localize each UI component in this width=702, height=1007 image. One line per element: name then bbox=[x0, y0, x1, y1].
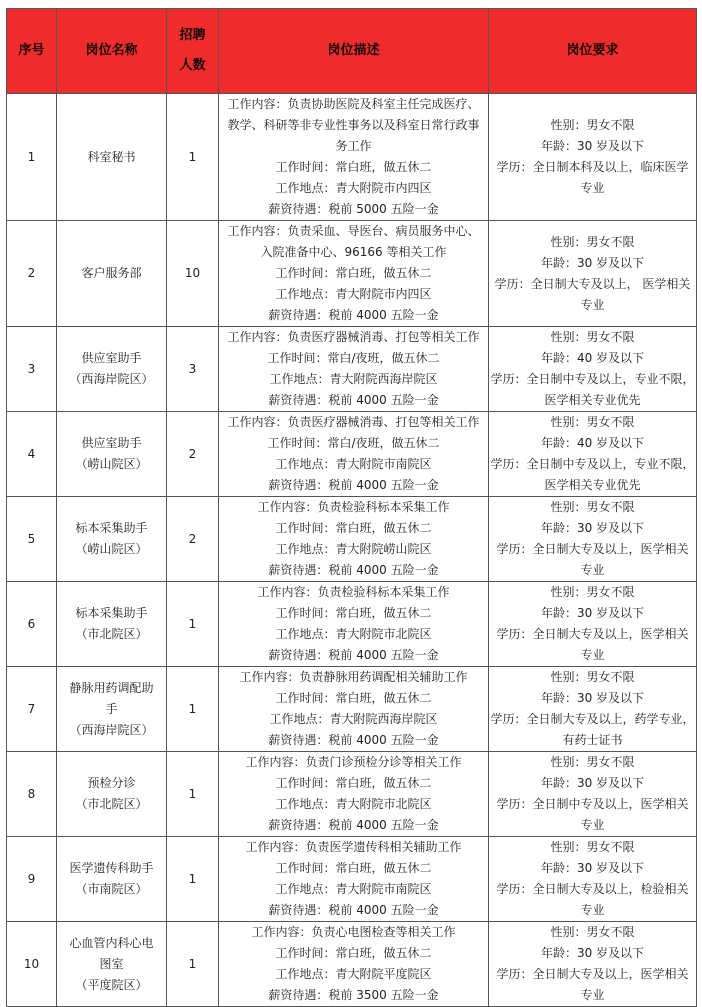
position-requirements bbox=[489, 412, 697, 497]
description-line: 务工作 bbox=[335, 139, 372, 153]
position-name-line: 预检分诊 bbox=[87, 776, 136, 790]
description-line: 薪资待遇：税前 4000 五险一金 bbox=[268, 563, 439, 577]
description-line: 工作内容：负责医学遗传科相关辅助工作 bbox=[245, 840, 462, 854]
requirement-line: 专业 bbox=[580, 818, 605, 832]
header-no: 序号 bbox=[7, 9, 57, 94]
table-row bbox=[7, 667, 697, 752]
description-line: 工作地点：青大附院市北院区 bbox=[275, 627, 432, 641]
position-description bbox=[219, 922, 489, 1007]
position-name bbox=[57, 327, 167, 412]
description-line: 工作时间：常白班，做五休二 bbox=[275, 691, 432, 705]
row-number: 7 bbox=[7, 667, 57, 752]
description-line: 工作内容：负责协助医院及科室主任完成医疗、 bbox=[227, 97, 480, 111]
description-line: 工作内容：负责检验科标本采集工作 bbox=[257, 585, 450, 599]
position-name-line: （市北院区） bbox=[75, 797, 148, 811]
recruitment-table bbox=[6, 8, 697, 1007]
description-line: 工作时间：常白班，做五休二 bbox=[275, 861, 432, 875]
position-description bbox=[219, 667, 489, 752]
description-line: 薪资待遇：税前 3500 五险一金 bbox=[268, 988, 439, 1002]
table-header bbox=[7, 9, 697, 94]
description-line: 工作地点：青大附院市内四区 bbox=[275, 181, 432, 195]
description-line: 薪资待遇：税前 4000 五险一金 bbox=[268, 308, 439, 322]
requirement-line: 学历：全日制本科及以上，临床医学 bbox=[496, 160, 689, 174]
header-position-name: 岗位名称 bbox=[57, 9, 167, 94]
description-line: 薪资待遇：税前 4000 五险一金 bbox=[268, 648, 439, 662]
requirement-line: 年龄：30 岁及以下 bbox=[540, 946, 645, 960]
description-line: 工作时间：常白/夜班，做五休二 bbox=[267, 351, 440, 365]
position-name bbox=[57, 497, 167, 582]
row-number: 4 bbox=[7, 412, 57, 497]
row-number: 2 bbox=[7, 221, 57, 327]
requirement-line: 年龄：40 岁及以下 bbox=[540, 436, 645, 450]
requirement-line: 年龄：30 岁及以下 bbox=[540, 861, 645, 875]
position-name bbox=[57, 922, 167, 1007]
headcount: 1 bbox=[167, 94, 219, 221]
position-requirements bbox=[489, 327, 697, 412]
table-row bbox=[7, 497, 697, 582]
requirement-line: 性别：男女不限 bbox=[550, 670, 635, 684]
row-number: 10 bbox=[7, 922, 57, 1007]
position-requirements bbox=[489, 221, 697, 327]
header-headcount-line2: 人数 bbox=[179, 58, 206, 73]
header-requirements: 岗位要求 bbox=[489, 9, 697, 94]
requirement-line: 学历：全日制大专及以上， 医学相关 bbox=[494, 276, 691, 291]
requirement-line: 学历：全日制大专及以上，医学相关 bbox=[496, 542, 689, 556]
description-line: 工作内容：负责医疗器械消毒、打包等相关工作 bbox=[227, 415, 480, 429]
description-line: 工作地点：青大附院西海岸院区 bbox=[269, 712, 438, 726]
position-name bbox=[57, 221, 167, 327]
requirement-line: 学历：全日制大专及以上，检验相关 bbox=[496, 882, 689, 896]
requirement-line: 有药士证书 bbox=[562, 733, 623, 747]
row-number: 5 bbox=[7, 497, 57, 582]
description-line: 工作内容：负责心电图检查等相关工作 bbox=[251, 925, 456, 939]
requirement-line: 专业 bbox=[580, 297, 605, 312]
requirement-line: 年龄：30 岁及以下 bbox=[540, 255, 645, 270]
position-requirements bbox=[489, 752, 697, 837]
position-name-line: 静脉用药调配助 bbox=[69, 680, 154, 695]
headcount: 10 bbox=[167, 221, 219, 327]
description-line: 薪资待遇：税前 4000 五险一金 bbox=[268, 733, 439, 747]
position-requirements bbox=[489, 837, 697, 922]
table-row bbox=[7, 922, 697, 1007]
description-line: 薪资待遇：税前 4000 五险一金 bbox=[268, 818, 439, 832]
position-name bbox=[57, 752, 167, 837]
description-line: 工作内容：负责医疗器械消毒、打包等相关工作 bbox=[227, 330, 480, 344]
headcount: 2 bbox=[167, 497, 219, 582]
headcount: 1 bbox=[167, 837, 219, 922]
position-name-line: （西海岸院区） bbox=[69, 372, 154, 386]
requirement-line: 年龄：30 岁及以下 bbox=[540, 776, 645, 790]
table-row bbox=[7, 412, 697, 497]
position-name-line: （西海岸院区） bbox=[69, 722, 154, 737]
description-line: 工作时间：常白班，做五休二 bbox=[275, 606, 432, 620]
header-headcount bbox=[167, 9, 219, 94]
header-row bbox=[7, 9, 697, 94]
table-row bbox=[7, 327, 697, 412]
requirement-line: 年龄：30 岁及以下 bbox=[540, 606, 645, 620]
position-description bbox=[219, 752, 489, 837]
requirement-line: 学历：全日制中专及以上，医学相关 bbox=[496, 797, 689, 811]
requirement-line: 性别：男女不限 bbox=[550, 840, 635, 854]
table-row bbox=[7, 837, 697, 922]
description-line: 工作地点：青大附院平度院区 bbox=[275, 967, 432, 981]
position-name bbox=[57, 667, 167, 752]
requirement-line: 医学相关专业优先 bbox=[544, 393, 641, 407]
requirement-line: 学历：全日制中专及以上，专业不限， bbox=[490, 372, 695, 386]
description-line: 工作地点：青大附院市北院区 bbox=[275, 797, 432, 811]
description-line: 工作时间：常白/夜班，做五休二 bbox=[267, 436, 440, 450]
position-name-line: 客户服务部 bbox=[81, 266, 142, 280]
description-line: 工作时间：常白班，做五休二 bbox=[275, 160, 432, 174]
position-name bbox=[57, 582, 167, 667]
description-line: 工作地点：青大附院西海岸院区 bbox=[269, 372, 438, 386]
requirement-line: 医学相关专业优先 bbox=[544, 478, 641, 492]
position-name-line: 心血管内科心电 bbox=[69, 935, 154, 950]
position-name-line: （崂山院区） bbox=[75, 542, 148, 556]
position-description bbox=[219, 837, 489, 922]
description-line: 工作内容：负责采血、导医台、病员服务中心、 bbox=[227, 224, 480, 238]
position-name-line: 供应室助手 bbox=[81, 351, 142, 365]
description-line: 工作内容：负责静脉用药调配相关辅助工作 bbox=[239, 670, 468, 684]
requirement-line: 年龄：40 岁及以下 bbox=[540, 351, 645, 365]
description-line: 薪资待遇：税前 4000 五险一金 bbox=[268, 903, 439, 917]
position-description bbox=[219, 94, 489, 221]
requirement-line: 性别：男女不限 bbox=[550, 234, 635, 249]
position-description bbox=[219, 327, 489, 412]
position-name-line: 供应室助手 bbox=[81, 436, 142, 450]
description-line: 工作地点：青大附院市南院区 bbox=[275, 457, 432, 471]
requirement-line: 专业 bbox=[580, 648, 605, 662]
position-name-line: （崂山院区） bbox=[75, 457, 148, 471]
headcount: 1 bbox=[167, 667, 219, 752]
description-line: 薪资待遇：税前 4000 五险一金 bbox=[268, 393, 439, 407]
requirement-line: 性别：男女不限 bbox=[550, 330, 635, 344]
position-requirements bbox=[489, 667, 697, 752]
description-line: 工作地点：青大附院崂山院区 bbox=[275, 542, 432, 556]
row-number: 1 bbox=[7, 94, 57, 221]
description-line: 工作时间：常白班，做五休二 bbox=[275, 521, 432, 535]
requirement-line: 性别：男女不限 bbox=[550, 118, 635, 132]
position-name bbox=[57, 837, 167, 922]
position-name-line: （平度院区） bbox=[75, 977, 148, 992]
description-line: 工作时间：常白班，做五休二 bbox=[275, 266, 432, 280]
position-description bbox=[219, 582, 489, 667]
requirement-line: 学历：全日制中专及以上，专业不限， bbox=[490, 457, 695, 471]
requirement-line: 专业 bbox=[580, 563, 605, 577]
requirement-line: 性别：男女不限 bbox=[550, 415, 635, 429]
requirement-line: 学历：全日制大专及以上，药学专业， bbox=[490, 712, 695, 726]
position-description bbox=[219, 221, 489, 327]
headcount: 1 bbox=[167, 922, 219, 1007]
requirement-line: 性别：男女不限 bbox=[550, 755, 635, 769]
position-name-line: 医学遗传科助手 bbox=[69, 861, 154, 875]
table-body bbox=[7, 94, 697, 1007]
position-description bbox=[219, 497, 489, 582]
table-row bbox=[7, 752, 697, 837]
position-name-line: （市北院区） bbox=[75, 627, 148, 641]
position-requirements bbox=[489, 497, 697, 582]
position-name-line: 标本采集助手 bbox=[75, 521, 148, 535]
row-number: 9 bbox=[7, 837, 57, 922]
headcount: 1 bbox=[167, 582, 219, 667]
description-line: 工作时间：常白班，做五休二 bbox=[275, 946, 432, 960]
requirement-line: 性别：男女不限 bbox=[550, 925, 635, 939]
row-number: 6 bbox=[7, 582, 57, 667]
row-number: 8 bbox=[7, 752, 57, 837]
requirement-line: 学历：全日制大专及以上，医学相关 bbox=[496, 627, 689, 641]
table-row bbox=[7, 582, 697, 667]
requirement-line: 学历：全日制大专及以上，医学相关 bbox=[496, 967, 689, 981]
description-line: 工作时间：常白班，做五休二 bbox=[275, 776, 432, 790]
requirement-line: 性别：男女不限 bbox=[550, 585, 635, 599]
position-name-line: 手 bbox=[105, 701, 118, 716]
description-line: 薪资待遇：税前 5000 五险一金 bbox=[268, 202, 439, 216]
row-number: 3 bbox=[7, 327, 57, 412]
requirement-line: 年龄：30 岁及以下 bbox=[540, 521, 645, 535]
position-requirements bbox=[489, 94, 697, 221]
description-line: 工作地点：青大附院市内四区 bbox=[275, 287, 432, 301]
requirement-line: 专业 bbox=[580, 903, 605, 917]
table-row bbox=[7, 94, 697, 221]
requirement-line: 年龄：30 岁及以下 bbox=[540, 139, 645, 153]
requirement-line: 年龄：30 岁及以下 bbox=[540, 691, 645, 705]
position-name-line: （市南院区） bbox=[75, 882, 148, 896]
position-name-line: 科室秘书 bbox=[87, 149, 136, 164]
description-line: 工作内容：负责门诊预检分诊等相关工作 bbox=[245, 755, 462, 769]
requirement-line: 专业 bbox=[580, 988, 605, 1002]
description-line: 工作内容：负责检验科标本采集工作 bbox=[257, 500, 450, 514]
headcount: 2 bbox=[167, 412, 219, 497]
description-line: 教学、科研等非专业性事务以及科室日常行政事 bbox=[227, 118, 480, 132]
requirement-line: 专业 bbox=[580, 181, 605, 195]
position-name bbox=[57, 412, 167, 497]
header-description: 岗位描述 bbox=[219, 9, 489, 94]
description-line: 工作地点：青大附院市南院区 bbox=[275, 882, 432, 896]
position-requirements bbox=[489, 582, 697, 667]
position-name-line: 标本采集助手 bbox=[75, 606, 148, 620]
position-description bbox=[219, 412, 489, 497]
description-line: 薪资待遇：税前 4000 五险一金 bbox=[268, 478, 439, 492]
position-name bbox=[57, 94, 167, 221]
position-name-line: 图室 bbox=[99, 956, 124, 971]
position-requirements bbox=[489, 922, 697, 1007]
requirement-line: 性别：男女不限 bbox=[550, 500, 635, 514]
headcount: 3 bbox=[167, 327, 219, 412]
headcount: 1 bbox=[167, 752, 219, 837]
description-line: 入院准备中心、96166 等相关工作 bbox=[260, 245, 447, 259]
header-headcount-line1: 招聘 bbox=[179, 28, 206, 43]
table-row bbox=[7, 221, 697, 327]
